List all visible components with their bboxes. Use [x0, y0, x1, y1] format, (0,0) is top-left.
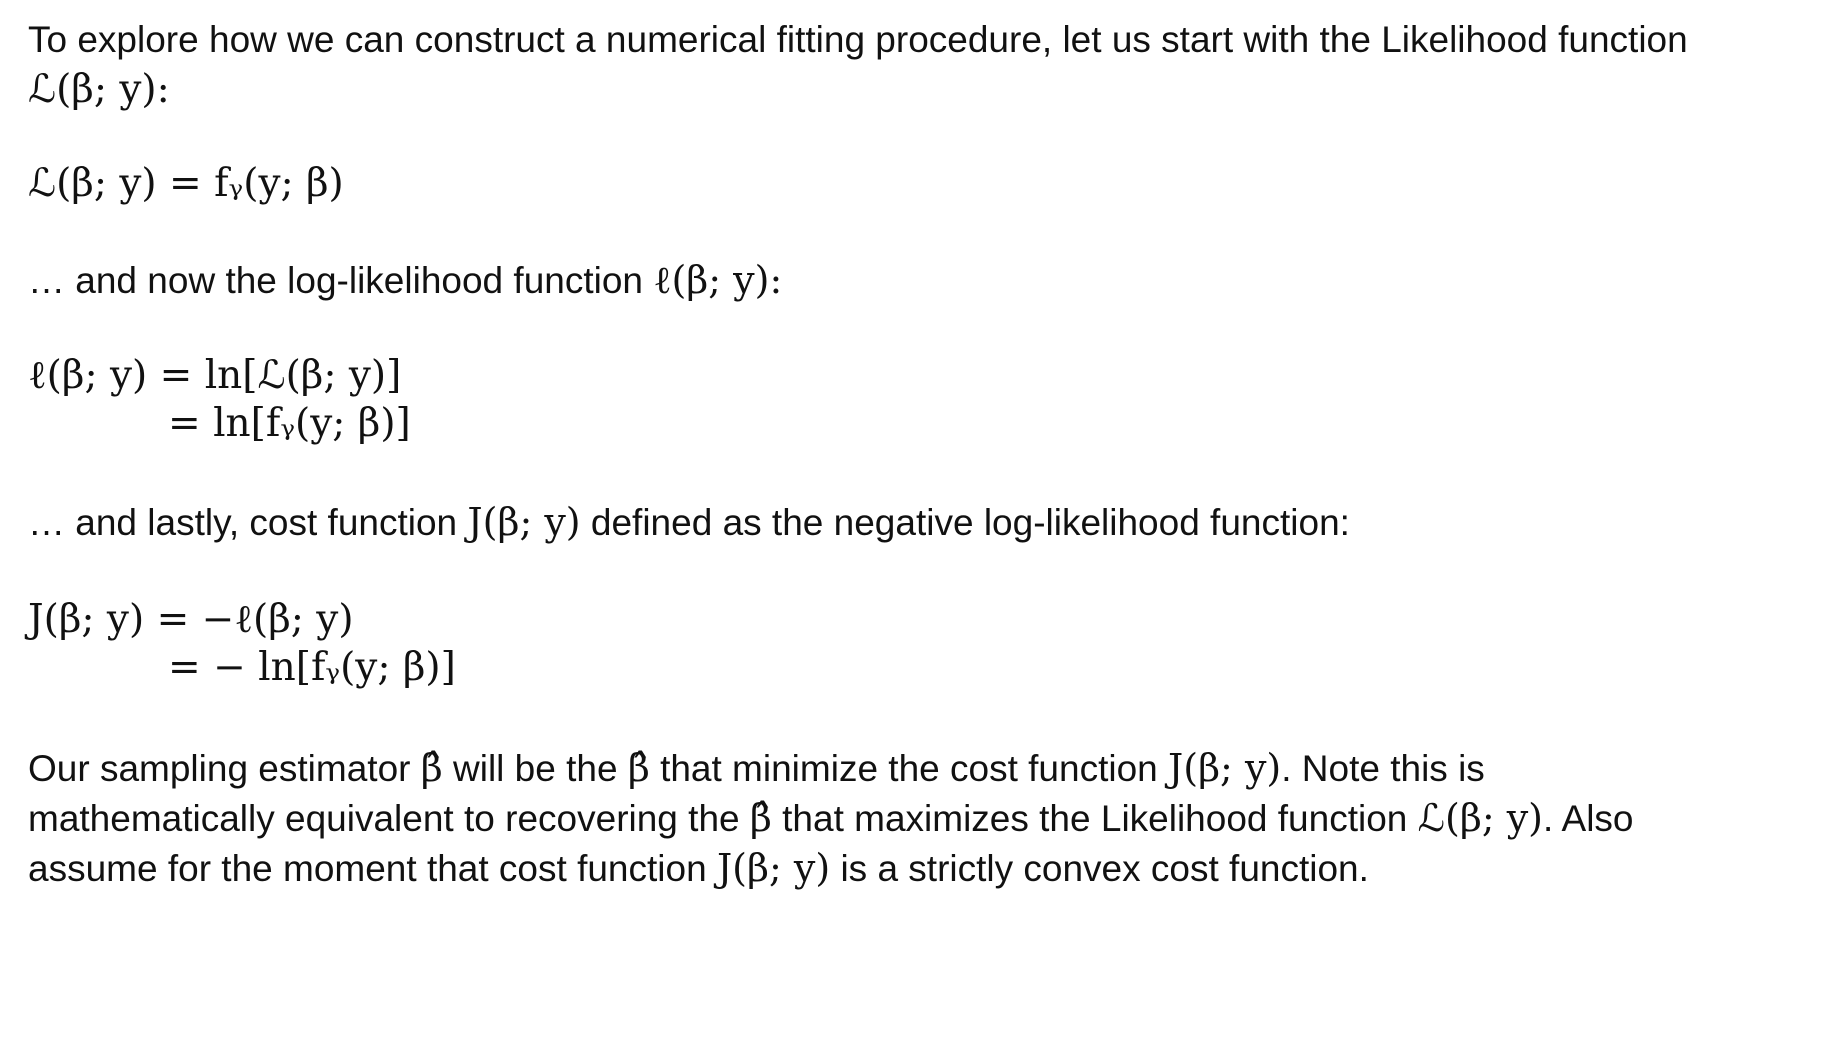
conclusion-text-1c: that minimize the cost function — [660, 748, 1158, 789]
likelihood-symbol: ℒ(β; y) — [1417, 796, 1543, 840]
cost-intro-prefix: … and lastly, cost function — [28, 502, 458, 543]
conclusion-text-2b: that maximizes the Likelihood function — [782, 798, 1408, 839]
conclusion-line-2 — [28, 796, 1634, 841]
beta-hat-symbol: β̂ — [627, 746, 650, 790]
beta-hat-symbol: β̂ — [420, 746, 443, 790]
conclusion-text-1b: will be the — [453, 748, 618, 789]
loglik-equation-line-2: = ln[fᵧ(y; β)] — [168, 401, 411, 446]
intro-likelihood-symbol: ℒ(β; y): — [28, 67, 170, 112]
conclusion-text-3a: assume for the moment that cost function — [28, 848, 707, 889]
loglik-intro — [28, 258, 782, 303]
cost-symbol: J(β; y) — [467, 500, 581, 544]
likelihood-equation: ℒ(β; y) = fᵧ(y; β) — [28, 161, 344, 206]
loglik-equation-line-1: ℓ(β; y) = ln[ℒ(β; y)] — [28, 353, 402, 398]
conclusion-line-3 — [28, 846, 1369, 891]
conclusion-text-2a: mathematically equivalent to recovering the — [28, 798, 740, 839]
loglik-symbol: ℓ(β; y): — [653, 258, 783, 302]
beta-hat-symbol: β̂ — [749, 796, 772, 840]
intro-line-1: To explore how we can construct a numerical fitting procedure, let us start with the Likelihood function — [28, 19, 1688, 60]
cost-equation-line-2: = − ln[fᵧ(y; β)] — [168, 645, 456, 690]
conclusion-text-3b: is a strictly convex cost function. — [840, 848, 1369, 889]
conclusion-text-1d: . Note this is — [1281, 748, 1485, 789]
conclusion-text-2c: . Also — [1543, 798, 1634, 839]
cost-intro — [28, 500, 1350, 545]
cost-equation-line-1: J(β; y) = −ℓ(β; y) — [28, 597, 354, 642]
conclusion-line-1 — [28, 746, 1485, 791]
loglik-intro-text: … and now the log-likelihood function — [28, 260, 643, 301]
cost-symbol: J(β; y) — [716, 846, 831, 890]
cost-symbol: J(β; y) — [1168, 746, 1282, 790]
conclusion-text-1a: Our sampling estimator — [28, 748, 411, 789]
cost-intro-suffix: defined as the negative log-likelihood function: — [590, 502, 1350, 543]
